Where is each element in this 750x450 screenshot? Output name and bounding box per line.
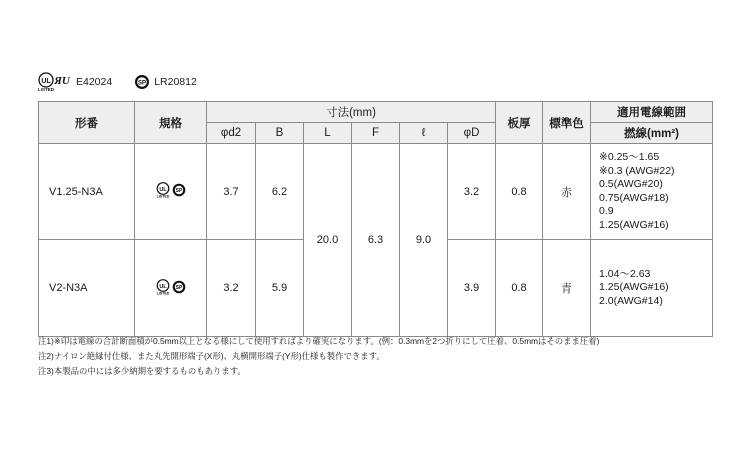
csa-icon [134,74,150,90]
wire-item: ※0.3 (AWG#22) [599,164,675,177]
color-cell: 赤 [543,144,591,240]
header-dimensions: 寸法(mm) [207,102,496,123]
svg-text:SP: SP [175,284,182,291]
svg-text:LISTED: LISTED [156,194,169,198]
wire-item: 2.0(AWG#14) [599,294,663,307]
l-cell: 20.0 [304,144,352,337]
svg-text:UL: UL [158,187,167,193]
header-standard-color: 標準色 [543,102,591,144]
phi-d-cell: 3.2 [448,144,496,240]
svg-text:SP: SP [138,80,147,87]
ell-cell: 9.0 [400,144,448,337]
header-f: F [352,123,400,144]
csa-file-number: LR20812 [154,76,197,88]
svg-text:LISTED: LISTED [156,291,169,295]
standard-cell [135,144,207,240]
header-plate-thickness: 板厚 [496,102,543,144]
note-1: 注1)※印は電線の合計断面積が0.5mm以上となる様にして使用すればより確実になります。(例：0.3mmを2つ折りにして圧着、0.5mmはそのまま圧着) [38,336,600,346]
notes [38,334,599,379]
header-standard: 規格 [135,102,207,144]
model-cell: V1.25-N3A [39,144,135,240]
svg-text:UL: UL [41,78,51,85]
svg-text:UL: UL [158,283,167,290]
header-wire-range: 適用電線範囲 [591,102,713,123]
wire-item: 1.25(AWG#16) [599,218,669,231]
wire-item: 0.9 [599,205,614,217]
header-ell: ℓ [400,123,448,144]
wire-item: 1.04〜2.63 [599,267,651,280]
wire-range-cell [591,240,713,337]
wire-item: 0.5(AWG#20) [599,178,663,190]
ul-file-number: E42024 [76,76,113,88]
wire-item: 0.75(AWG#18) [599,191,669,204]
certification-line [38,72,219,92]
note-3: 注3)本製品の中には多少納期を要するものもあります。 [38,366,246,376]
wire-range-cell [591,144,713,240]
phi-d-cell: 3.9 [448,240,496,337]
header-d2: φd2 [207,123,256,144]
header-twisted-wire: 撚線(mm²) [591,123,713,144]
cert-marks [156,182,186,198]
f-cell: 6.3 [352,144,400,337]
cert-marks [156,279,186,295]
wire-item: ※0.25〜1.65 [599,151,660,163]
svg-text:SP: SP [175,188,182,194]
csa-icon [172,183,186,197]
ul-listed-icon [156,182,170,198]
note-2: 注2)ナイロン絶縁付仕様、また丸先開形端子(X形)、丸横開形端子(Y形)仕様も製作できます。 [38,351,385,361]
b-cell: 6.2 [256,144,304,240]
wire-item: 1.25(AWG#16) [599,281,669,294]
header-model: 形番 [39,102,135,144]
plate-cell: 0.8 [496,144,543,240]
ul-recognized-icon [38,72,72,92]
svg-text:LISTED: LISTED [38,87,55,92]
header-l: L [304,123,352,144]
b-cell: 5.9 [256,240,304,337]
model-cell: V2-N3A [39,240,135,337]
standard-cell [135,240,207,337]
ul-listed-icon [156,279,170,295]
csa-icon [172,280,186,294]
plate-cell: 0.8 [496,240,543,337]
table-row [39,144,713,240]
svg-text:ЯU: ЯU [54,75,70,87]
header-b: B [256,123,304,144]
d2-cell: 3.7 [207,144,256,240]
d2-cell: 3.2 [207,240,256,337]
color-cell: 青 [543,240,591,337]
spec-table [38,101,713,337]
header-phi-d: φD [448,123,496,144]
